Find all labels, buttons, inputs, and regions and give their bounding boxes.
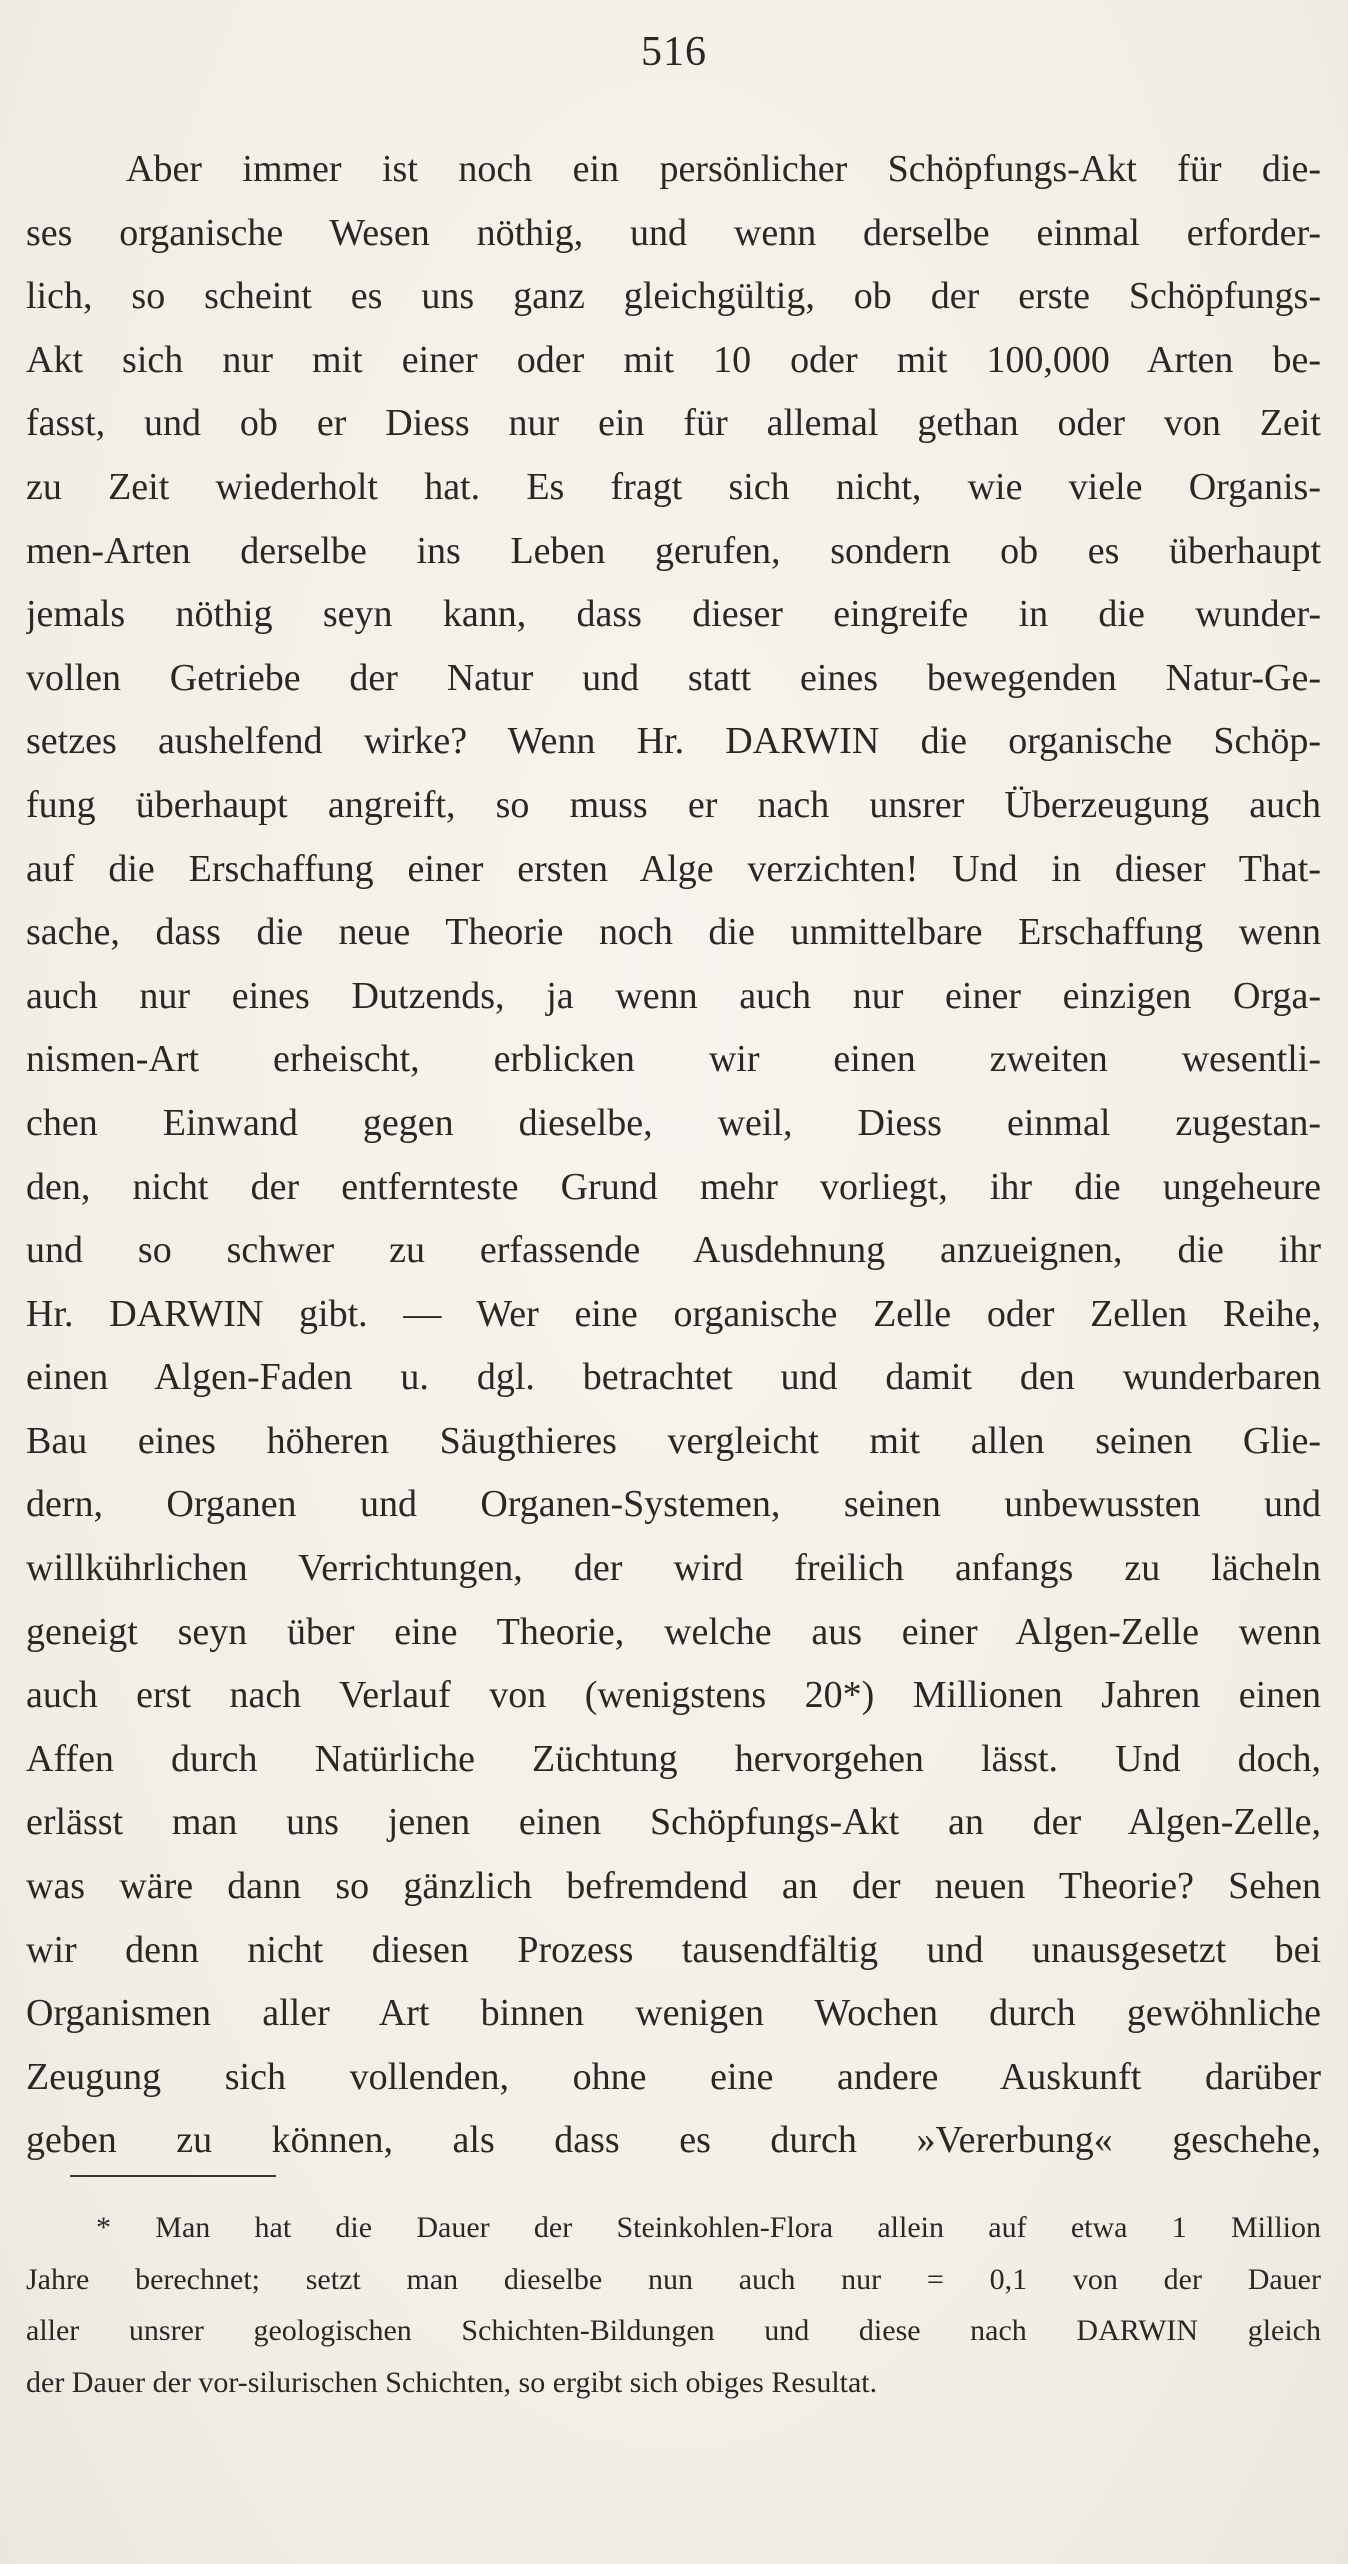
text-line: ses organische Wesen nöthig, und wenn derselbe einmal erforder- xyxy=(26,211,1321,254)
text-line: men-Arten derselbe ins Leben gerufen, sondern ob es überhaupt xyxy=(26,529,1321,572)
text-line: Zeugung sich vollenden, ohne eine andere Auskunft darüber xyxy=(26,2055,1321,2098)
footnote-line: Jahre berechnet; setzt man dieselbe nun auch nur = 0,1 von der Dauer xyxy=(26,2262,1321,2296)
text-line: Affen durch Natürliche Züchtung hervorgehen lässt. Und doch, xyxy=(26,1737,1321,1780)
text-line: erlässt man uns jenen einen Schöpfungs-Akt an der Algen-Zelle, xyxy=(26,1801,1321,1844)
footnote-block xyxy=(26,2202,1321,2408)
text-line: fasst, und ob er Diess nur ein für allemal gethan oder von Zeit xyxy=(26,402,1321,445)
text-line: lich, so scheint es uns ganz gleichgültig, ob der erste Schöpfungs- xyxy=(26,275,1321,318)
text-line: Aber immer ist noch ein persönlicher Schöpfungs-Akt für die- xyxy=(126,148,1321,190)
footnote-line: aller unsrer geologischen Schichten-Bildungen und diese nach DARWIN gleich xyxy=(26,2314,1321,2347)
text-line: geneigt seyn über eine Theorie, welche aus einer Algen-Zelle wenn xyxy=(26,1610,1321,1653)
text-line: den, nicht der entfernteste Grund mehr vorliegt, ihr die ungeheure xyxy=(26,1165,1321,1208)
text-line: willkührlichen Verrichtungen, der wird freilich anfangs zu lächeln xyxy=(26,1547,1321,1590)
text-line: was wäre dann so gänzlich befremdend an der neuen Theorie? Sehen xyxy=(26,1865,1321,1908)
text-line: sache, dass die neue Theorie noch die unmittelbare Erschaffung wenn xyxy=(26,911,1321,954)
text-line: auch erst nach Verlauf von (wenigstens 20*) Millionen Jahren einen xyxy=(26,1674,1321,1717)
text-line: und so schwer zu erfassende Ausdehnung anzueignen, die ihr xyxy=(26,1229,1321,1272)
footnote-line: der Dauer der vor-silurischen Schichten, so ergibt sich obiges Resultat. xyxy=(26,2365,878,2399)
text-line: geben zu können, als dass es durch »Vererbung« geschehe, xyxy=(26,2119,1321,2162)
text-line: Organismen aller Art binnen wenigen Wochen durch gewöhnliche xyxy=(26,1992,1321,2035)
text-line: wir denn nicht diesen Prozess tausendfältig und unausgesetzt bei xyxy=(26,1928,1321,1971)
footnote-rule xyxy=(70,2175,276,2177)
text-line: auch nur eines Dutzends, ja wenn auch nur einer einzigen Orga- xyxy=(26,974,1321,1017)
text-line: Hr. DARWIN gibt. — Wer eine organische Zelle oder Zellen Reihe, xyxy=(26,1292,1321,1335)
text-line: chen Einwand gegen dieselbe, weil, Diess einmal zugestan- xyxy=(26,1101,1321,1144)
text-line: dern, Organen und Organen-Systemen, seinen unbewussten und xyxy=(26,1483,1321,1526)
text-line: jemals nöthig seyn kann, dass dieser eingreife in die wunder- xyxy=(26,593,1321,636)
text-line: fung überhaupt angreift, so muss er nach unsrer Überzeugung auch xyxy=(26,783,1321,826)
text-line: auf die Erschaffung einer ersten Alge verzichten! Und in dieser That- xyxy=(26,847,1321,890)
text-line: einen Algen-Faden u. dgl. betrachtet und damit den wunderbaren xyxy=(26,1356,1321,1399)
text-line: zu Zeit wiederholt hat. Es fragt sich nicht, wie viele Organis- xyxy=(26,465,1321,508)
footnote-line: * Man hat die Dauer der Steinkohlen-Flora allein auf etwa 1 Million xyxy=(96,2211,1321,2244)
text-line: Bau eines höheren Säugthieres vergleicht mit allen seinen Glie- xyxy=(26,1419,1321,1462)
text-line: vollen Getriebe der Natur und statt eines bewegenden Natur-Ge- xyxy=(26,656,1321,699)
text-line: Akt sich nur mit einer oder mit 10 oder mit 100,000 Arten be- xyxy=(26,338,1321,381)
main-text-block xyxy=(26,138,1321,2173)
page-number: 516 xyxy=(641,29,707,75)
text-line: nismen-Art erheischt, erblicken wir einen zweiten wesentli- xyxy=(26,1038,1321,1081)
text-line: setzes aushelfend wirke? Wenn Hr. DARWIN die organische Schöp- xyxy=(26,720,1321,763)
